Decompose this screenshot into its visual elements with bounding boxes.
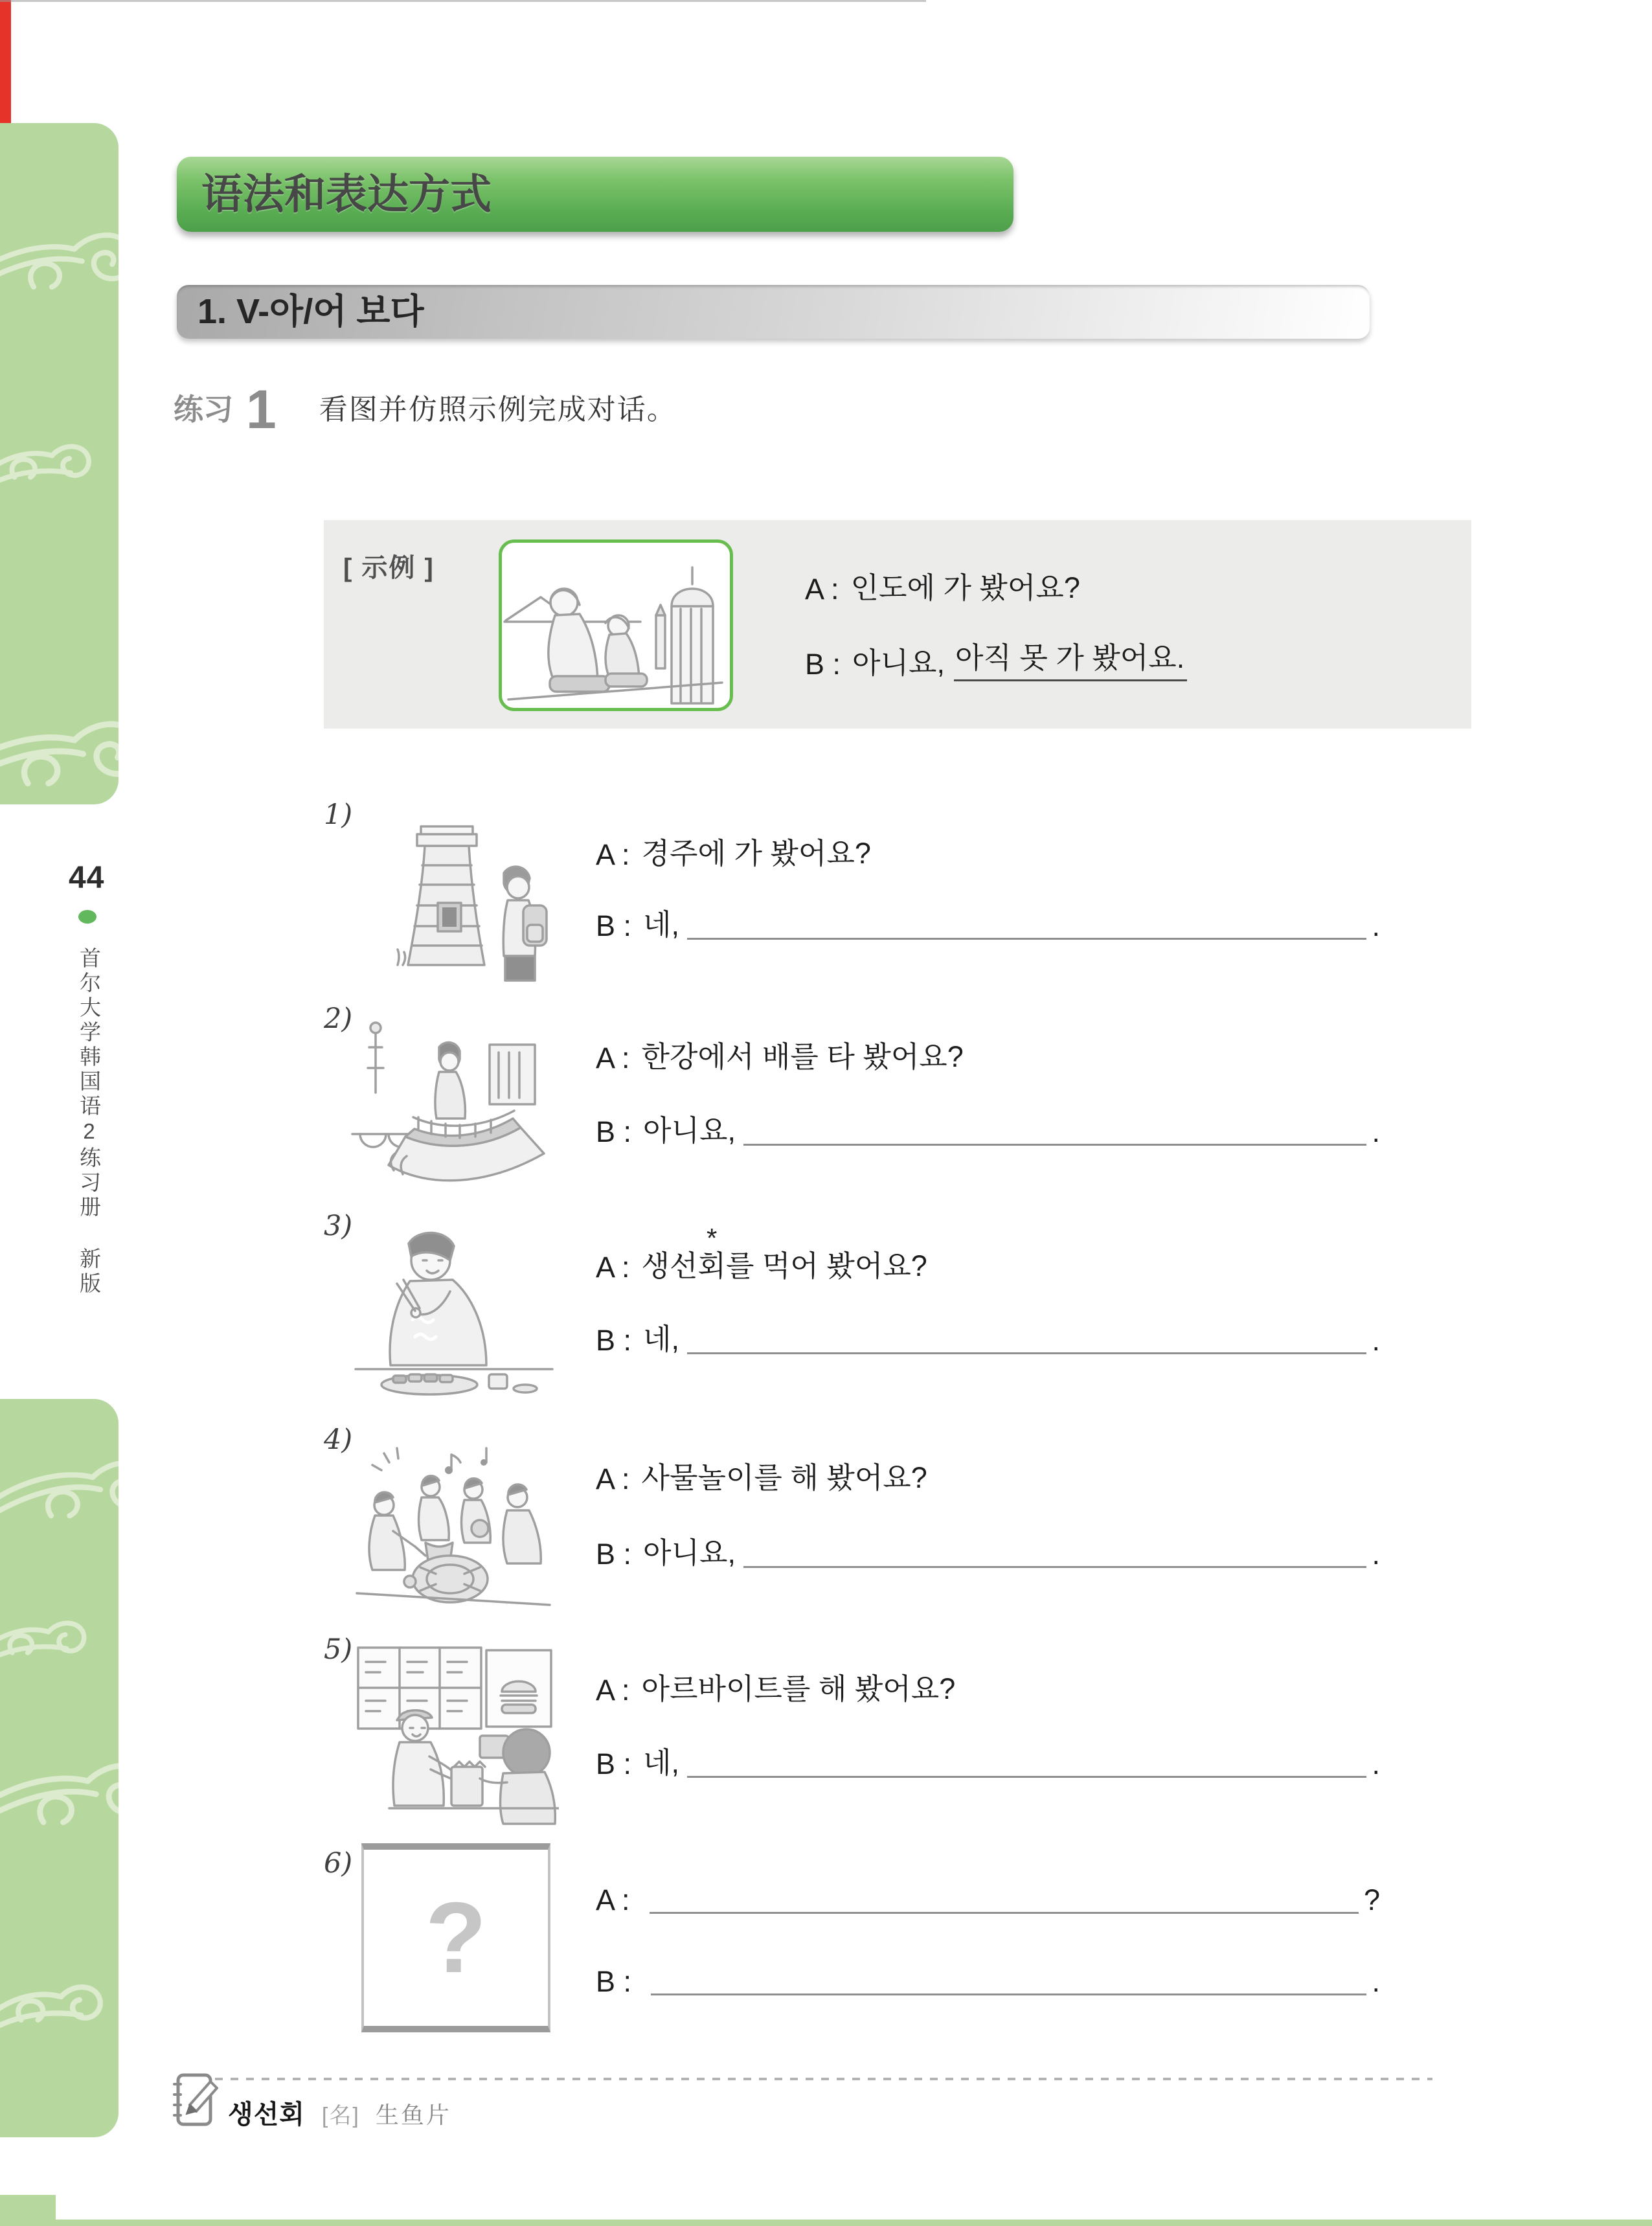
item-2-question: 한강에서 배를 타 봤어요? [641, 1040, 964, 1073]
item-4-answer-blank [743, 1536, 1367, 1568]
item-5-number: 5) [324, 1633, 353, 1666]
bottom-edge-green-strip [0, 2220, 1652, 2226]
speaker-b-label: B : [596, 1747, 632, 1780]
speaker-a-label: A : [596, 1883, 630, 1916]
item-3-period: . [1372, 1324, 1380, 1357]
chapter-title-banner: 语法和表达方式 [177, 157, 1013, 232]
item-1-answer-blank [687, 908, 1366, 940]
page-number: 44 [69, 861, 105, 895]
item-6-question-blank [650, 1882, 1359, 1914]
asterisk-mark: * [707, 1223, 718, 1253]
item-4-answer-row [596, 1534, 1380, 1571]
item-2-period: . [1372, 1115, 1380, 1148]
item-6-number: 6) [324, 1847, 353, 1880]
item-4-period: . [1372, 1538, 1380, 1571]
page-number-dot [78, 910, 96, 924]
grammar-section-title: 1. V-아/어 보다 [177, 285, 1370, 339]
item-1-answer-lead: 네, [643, 908, 680, 941]
speaker-a-label: A : [596, 1674, 630, 1707]
exercise-label: 练习 [174, 392, 233, 426]
item-6-answer-row [596, 1961, 1380, 1999]
notebook-pencil-icon [170, 2070, 218, 2129]
illustration-fastfood-counter [353, 1639, 559, 1825]
item-3-number: 3) [324, 1210, 353, 1242]
top-edge-line [0, 0, 926, 2]
cloud-pattern [0, 1399, 119, 2137]
illustration-samulnori-drummers [353, 1433, 557, 1614]
footer-dashed-line [215, 2078, 1432, 2080]
exercise-heading [174, 374, 677, 440]
book-title-vertical: 首尔大学韩国语2练习册 新版 [77, 947, 101, 1297]
illustration-india-travelers [502, 543, 730, 708]
speaker-a-label: A : [596, 1251, 630, 1284]
vocab-pos: [名] [321, 2104, 360, 2128]
item-2-question-row [596, 1038, 1380, 1075]
exercise-instruction: 看图并仿照示例完成对话。 [319, 394, 677, 426]
item-1-question-row [596, 834, 1380, 872]
bottom-corner-green-block [0, 2195, 56, 2226]
decorative-cloud-panel-bottom [0, 1399, 119, 2137]
item-1-number: 1) [324, 799, 353, 831]
speaker-b-label: B : [596, 1115, 632, 1148]
cloud-pattern [0, 123, 119, 804]
item-3-question-row [596, 1223, 1380, 1284]
example-box [324, 520, 1471, 729]
vocab-word: 생선회 [228, 2100, 305, 2129]
example-question-row [805, 570, 1080, 606]
item-2-answer-row [596, 1111, 1380, 1149]
item-6-answer-blank [651, 1964, 1366, 1995]
item-1-question: 경주에 가 봤어요? [641, 837, 871, 870]
item-3-answer-blank [687, 1323, 1366, 1354]
speaker-a-label: A : [805, 573, 839, 606]
item-4-number: 4) [324, 1424, 353, 1456]
speaker-b-label: B : [596, 1324, 632, 1357]
item-5-period: . [1372, 1747, 1380, 1780]
illustration-gyeongju-tower [355, 811, 552, 984]
speaker-b-label: B : [596, 1538, 632, 1571]
item-5-answer-row [596, 1743, 1380, 1781]
item-6-period: . [1372, 1965, 1380, 1998]
exercise-number: 1 [246, 379, 277, 440]
example-question: 인도에 가 봤어요? [850, 571, 1080, 604]
speaker-b-label: B : [805, 648, 841, 681]
example-answer-underlined: 아직 못 가 봤어요. [954, 634, 1187, 681]
speaker-b-label: B : [596, 909, 632, 942]
speaker-a-label: A : [596, 1041, 630, 1074]
footer-vocab-entry [228, 2094, 451, 2131]
item-1-period: . [1372, 909, 1380, 942]
example-illustration-frame [499, 539, 733, 711]
speaker-a-label: A : [596, 1462, 630, 1495]
item-5-question: 아르바이트를 해 봤어요? [641, 1672, 956, 1705]
item-2-number: 2) [324, 1003, 353, 1035]
item-4-answer-lead: 아니요, [643, 1536, 736, 1569]
vocab-meaning: 生鱼片 [375, 2102, 451, 2128]
example-answer-row [805, 641, 1187, 681]
item-2-answer-blank [743, 1114, 1367, 1146]
item-2-answer-lead: 아니요, [643, 1114, 736, 1147]
item-3-answer-row [596, 1320, 1380, 1357]
item-6-placeholder-box [361, 1843, 550, 2032]
item-4-question: 사물놀이를 해 봤어요? [641, 1461, 927, 1494]
item-4-question-row [596, 1459, 1380, 1496]
question-mark-placeholder: ? [425, 1881, 487, 1993]
item-3-question: 생선 * 회를 먹어 봤어요? [641, 1223, 927, 1282]
illustration-eating-sashimi [353, 1215, 555, 1400]
item-5-question-row [596, 1670, 1380, 1707]
illustration-han-river-boat [351, 1007, 557, 1190]
item-5-answer-blank [687, 1746, 1366, 1778]
example-label: [ 示例 ] [343, 554, 435, 582]
item-3-answer-lead: 네, [643, 1323, 680, 1356]
item-6-question-row [596, 1880, 1380, 1917]
item-6-question-mark: ? [1363, 1883, 1380, 1916]
item-5-answer-lead: 네, [643, 1746, 680, 1779]
item-1-answer-row [596, 905, 1380, 943]
decorative-cloud-panel-top [0, 123, 119, 804]
speaker-a-label: A : [596, 838, 630, 871]
speaker-b-label: B : [596, 1965, 632, 1998]
example-answer-lead: 아니요, [852, 646, 945, 679]
